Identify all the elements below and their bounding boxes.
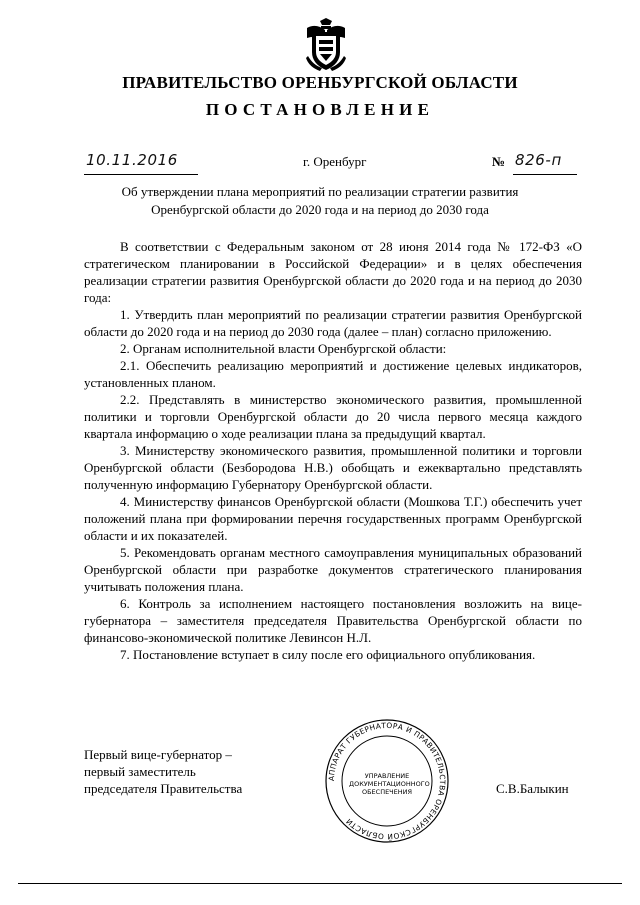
- body-paragraph: В соответствии с Федеральным законом от 28 июня 2014 года № 172-ФЗ «О стратегическом планировании в Российской Федерации» и в целях обеспечения реализации стратегии развития Оренбургской области до 2020 года и на период до 2030 года:: [84, 239, 582, 305]
- document-meta-row: [0, 150, 640, 176]
- body-paragraph: 3. Министерству экономического развития, промышленной политики и торговли Оренбургской области (Безбородова Н.В.) обобщать и ежеквартально представлять полученную информацию Губернатору Оренбургской области.: [84, 443, 582, 492]
- body-paragraph: 1. Утвердить план мероприятий по реализации стратегии развития Оренбургской области до 2020 года и на период до 2030 года (далее – план) согласно приложению.: [84, 307, 582, 339]
- document-number-label: №: [492, 154, 506, 169]
- document-number-field: [513, 150, 577, 175]
- stamp-center-line-3: ОБЕСПЕЧЕНИЯ: [361, 788, 413, 796]
- stamp-center-text: [349, 772, 430, 796]
- body-paragraph: 4. Министерству финансов Оренбургской области (Мошкова Т.Г.) обеспечить учет положений плана при формировании перечня государственных программ Оренбургской области и их показателей.: [84, 494, 582, 543]
- signatory-title-line-2: первый заместитель: [84, 764, 196, 779]
- body-paragraph: 5. Рекомендовать органам местного самоуправления муниципальных образований Оренбургской области при разработке документов стратегического планирования учитывать положения плана.: [84, 545, 582, 594]
- signatory-name: С.В.Балыкин: [496, 781, 569, 796]
- stamp-ring-text: АППАРАТ ГУБЕРНАТОРА И ПРАВИТЕЛЬСТВА ОРЕНБУРГСКОЙ ОБЛАСТИ: [326, 720, 448, 842]
- body-paragraph: 2.2. Представлять в министерство экономического развития, промышленной политики и торговли Оренбургской области до 20 числа первого месяца каждого квартала информацию о ходе реализации плана за предыдущий квартал.: [84, 392, 582, 441]
- stamp-center-line-2: ДОКУМЕНТАЦИОННОГО: [349, 780, 430, 788]
- document-subject: [80, 183, 560, 219]
- document-body: [84, 238, 582, 663]
- document-date: 10.11.2016: [86, 151, 178, 169]
- body-paragraph: 2. Органам исполнительной власти Оренбургской области:: [120, 341, 447, 356]
- government-title: ПРАВИТЕЛЬСТВО ОРЕНБУРГСКОЙ ОБЛАСТИ: [122, 73, 518, 92]
- stamp-center-line-1: УПРАВЛЕНИЕ: [364, 772, 410, 780]
- body-paragraph: 6. Контроль за исполнением настоящего постановления возложить на вице-губернатора – заместителя председателя Правительства Оренбургской области по финансово-экономической политике Левинсон Н.Л.: [84, 596, 582, 645]
- document-number: 826-п: [515, 151, 562, 169]
- body-paragraph: 7. Постановление вступает в силу после его официального опубликования.: [120, 647, 536, 662]
- coat-of-arms-icon: [304, 18, 348, 72]
- body-paragraph: 2.1. Обеспечить реализацию мероприятий и достижение целевых индикаторов, установленных планом.: [84, 358, 582, 390]
- document-date-field: [84, 150, 198, 175]
- bottom-divider: [18, 883, 622, 884]
- document-city: г. Оренбург: [303, 154, 367, 169]
- document-type-title: ПОСТАНОВЛЕНИЕ: [205, 100, 435, 119]
- signatory-title: [84, 746, 294, 797]
- signatory-title-line-1: Первый вице-губернатор –: [84, 747, 232, 762]
- signatory-title-line-3: председателя Правительства: [84, 781, 243, 796]
- subject-line-2: Оренбургской области до 2020 года и на период до 2030 года: [151, 202, 489, 217]
- subject-line-1: Об утверждении плана мероприятий по реализации стратегии развития: [121, 184, 519, 199]
